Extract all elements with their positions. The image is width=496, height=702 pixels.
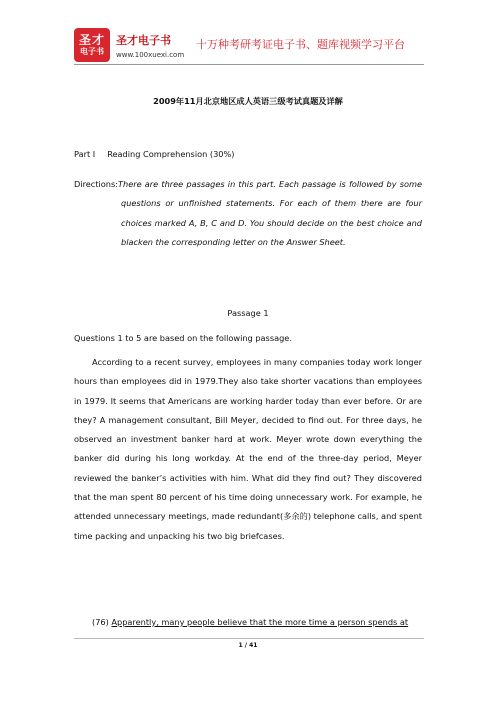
logo-line2: 电子书 (80, 47, 104, 56)
questions-intro: Questions 1 to 5 are based on the following passage. (74, 333, 292, 343)
logo-line1: 圣才 (78, 33, 105, 47)
part-label: Part Ⅰ (74, 149, 96, 159)
directions (74, 175, 422, 252)
directions-label: Directions: (74, 179, 119, 189)
brand-logo (74, 28, 110, 62)
underlined-sentence: Apparently, many people believe that the more time a person spends at (111, 617, 409, 627)
brand-url[interactable]: www.100xuexi.com (116, 51, 185, 59)
page-number: 1 / 41 (238, 642, 258, 649)
document-title: 2009年11月北京地区成人英语三级考试真题及详解 (153, 96, 343, 106)
header-divider (74, 64, 424, 65)
part-title: Reading Comprehension (30%) (107, 149, 235, 159)
brand-name: 圣才电子书 (116, 34, 171, 47)
sentence-number: (76) (92, 617, 109, 627)
part-heading (74, 149, 235, 159)
passage-paragraph-2 (74, 613, 422, 632)
page-header (74, 28, 424, 62)
passage-title: Passage 1 (227, 308, 269, 318)
header-tagline: 十万种考研考证电子书、题库视频学习平台 (196, 38, 405, 51)
passage-paragraph-1: According to a recent survey, employees in many companies today work longer hours than employees did in 1979.They also take shorter vacations than employees in 1979. It seems that Americans are working harder today than ever before. Or are they? A management consultant, Bill Meyer, decided to find out. For three days, he observed an investment banker hard at work. Meyer wrote down everything the banker did during his long workday. At the end of the three-day period, Meyer reviewed the banker’s activities with him. What did they find out? They discovered that the man spent 80 percent of his time doing unnecessary work. For example, he attended unnecessary meetings, made redundant(多余的) telephone calls, and spent time packing and unpacking his two big briefcases. (74, 357, 422, 541)
directions-text: There are three passages in this part. Each passage is followed by some questions or unfinished statements. For each of them there are four choices marked A, B, C and D. You should decide on the best choice and blacken the corresponding letter on the Answer Sheet. (118, 179, 422, 247)
footer-divider (74, 638, 424, 639)
brand-block (116, 32, 184, 59)
